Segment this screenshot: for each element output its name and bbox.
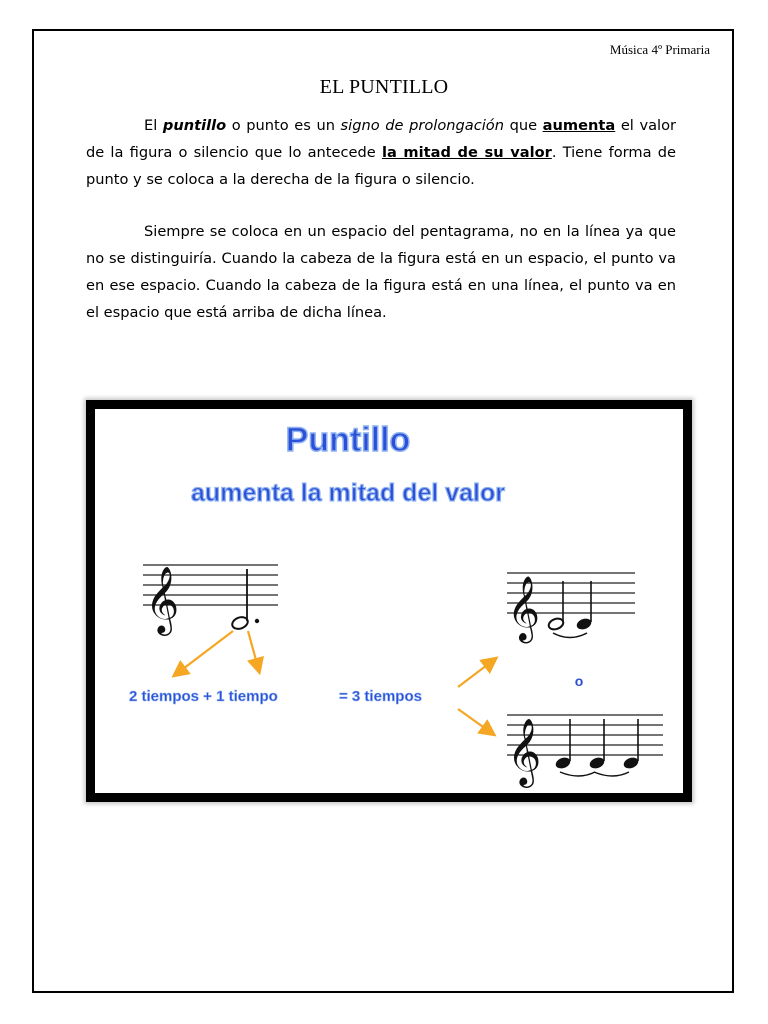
text-segment: o punto es un bbox=[226, 117, 341, 134]
course-header: Música 4º Primaria bbox=[609, 42, 710, 57]
term-puntillo: puntillo bbox=[162, 117, 227, 134]
puntillo-figure bbox=[86, 400, 692, 802]
figure-title: Puntillo bbox=[285, 421, 411, 459]
text-segment: . Tiene forma de punto y se coloca a la derecha de la figura o silencio. bbox=[86, 144, 676, 188]
term-mitad: la mitad de su valor bbox=[381, 144, 552, 161]
text-segment: El bbox=[144, 117, 158, 134]
tied-notes-icon bbox=[547, 581, 593, 638]
treble-clef-icon: 𝄞 bbox=[507, 576, 541, 641]
paragraph-placement bbox=[86, 218, 676, 326]
paragraph-definition bbox=[86, 112, 676, 193]
page-title: EL PUNTILLO bbox=[319, 76, 449, 98]
tied-notes-icon bbox=[554, 719, 640, 776]
arrow-icon bbox=[175, 631, 495, 734]
dotted-half-note-icon bbox=[231, 569, 260, 631]
term-signo: signo de prolongación bbox=[340, 117, 504, 134]
beats-label: 2 tiempos + 1 tiempo bbox=[129, 688, 278, 705]
text-segment: que bbox=[503, 117, 543, 134]
total-beats-label: = 3 tiempos bbox=[339, 688, 422, 705]
text-segment: el valor de la figura o silencio que lo antecede bbox=[86, 117, 677, 161]
placement-text: Siempre se coloca en un espacio del pentagrama, no en la línea ya que no se distinguiría. Cuando la cabeza de la figura está en un espacio, el punto va en ese espacio. Cuando la cabeza de la figura está en una línea, el punto va en el espacio que está arriba de dicha línea. bbox=[86, 223, 676, 321]
or-mark: o bbox=[574, 673, 584, 689]
treble-clef-icon: 𝄞 bbox=[507, 717, 542, 785]
term-aumenta: aumenta bbox=[542, 117, 616, 134]
figure-subtitle: aumenta la mitad del valor bbox=[191, 479, 505, 507]
figure-illustration bbox=[95, 409, 683, 793]
treble-clef-icon: 𝄞 bbox=[145, 565, 180, 633]
